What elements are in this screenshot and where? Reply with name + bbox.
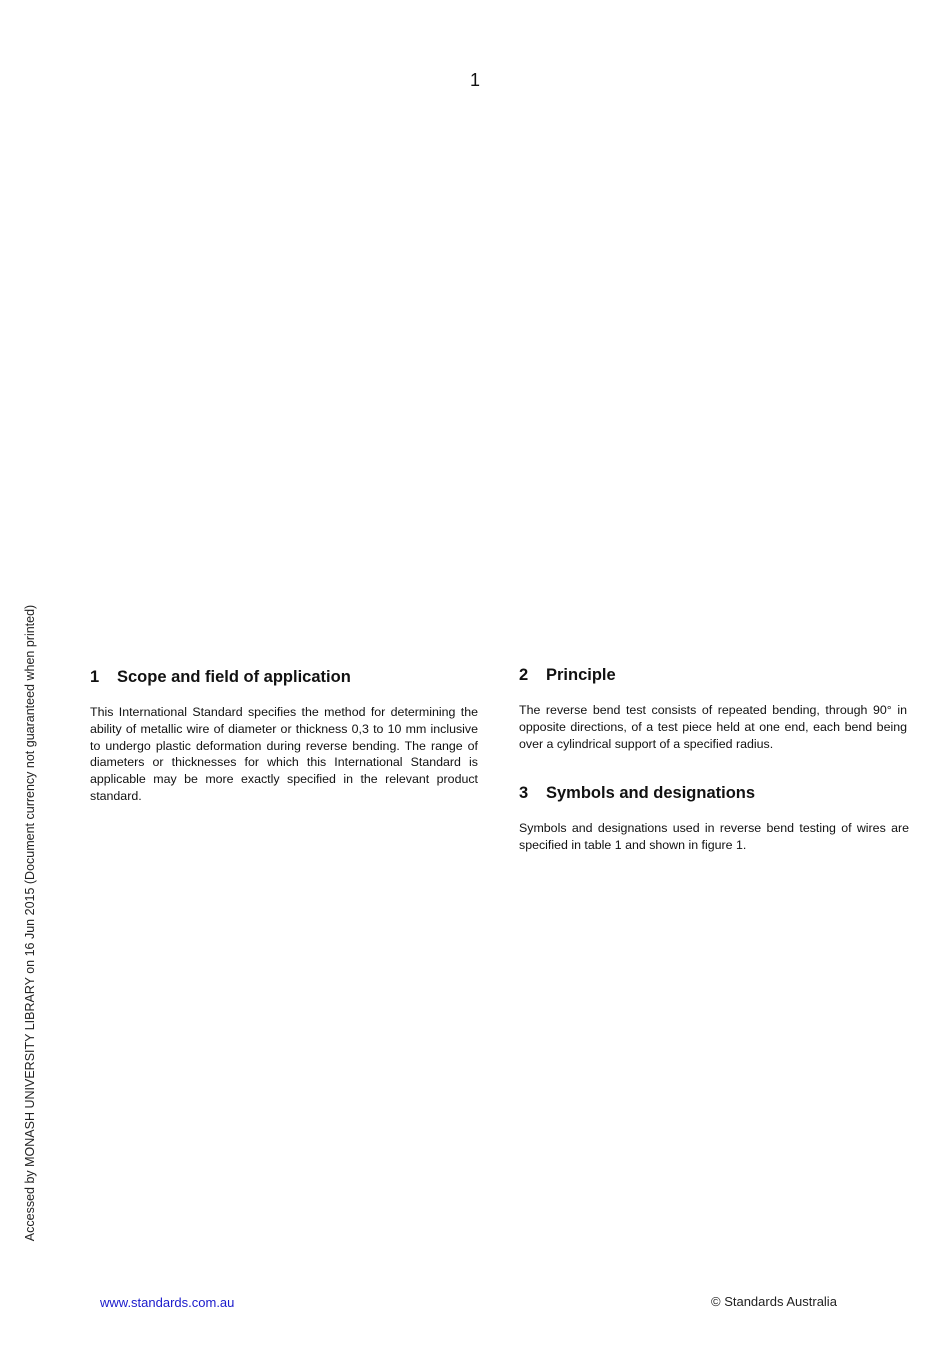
section-number: 2 bbox=[519, 666, 529, 684]
page-number: 1 bbox=[469, 70, 480, 90]
section-principle bbox=[519, 666, 907, 752]
section-scope bbox=[90, 668, 478, 805]
section-symbols bbox=[519, 784, 909, 854]
section-body: The reverse bend test consists of repeated bending, through 90° in opposite directions, of a test piece held at one end, each bend being over a cylindrical support of a specified radius. bbox=[519, 703, 907, 751]
section-number: 3 bbox=[519, 784, 529, 802]
standards-website-link[interactable]: www.standards.com.au bbox=[100, 1295, 235, 1310]
section-body: This International Standard specifies the method for determining the ability of metallic wire of diameter or thickness 0,3 to 10 mm inclusive to undergo plastic deformation during reverse bending. The range of diameters or thicknesses for which this International Standard is applicable may be more exactly specified in the relevant product standard. bbox=[90, 705, 478, 803]
section-title: Principle bbox=[546, 666, 616, 684]
access-notice: Accessed by MONASH UNIVERSITY LIBRARY on 16 Jun 2015 (Document currency not guaranteed when printed) bbox=[23, 604, 37, 1242]
section-number: 1 bbox=[90, 668, 100, 686]
section-title: Symbols and designations bbox=[546, 784, 756, 802]
section-heading bbox=[90, 668, 478, 687]
section-heading bbox=[519, 784, 909, 803]
section-heading bbox=[519, 666, 907, 685]
section-body: Symbols and designations used in reverse bend testing of wires are specified in table 1 and shown in figure 1. bbox=[519, 821, 909, 852]
section-title: Scope and field of application bbox=[117, 668, 351, 686]
copyright-notice: © Standards Australia bbox=[711, 1294, 837, 1309]
